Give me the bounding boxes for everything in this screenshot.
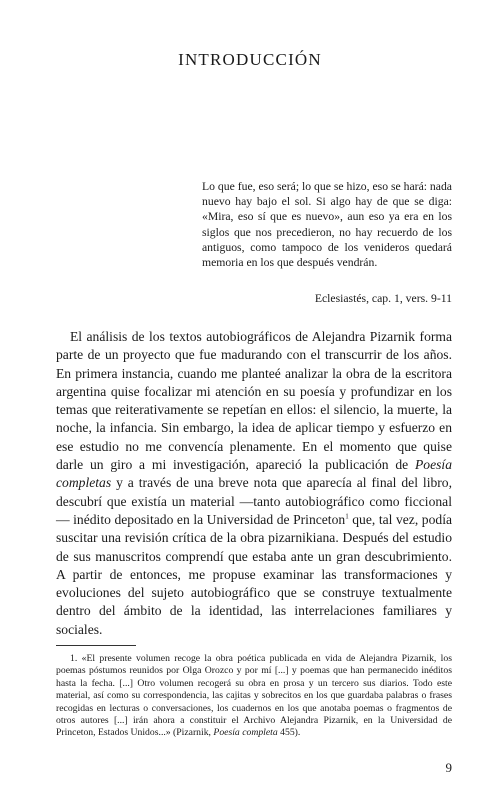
footnote-text: 455). xyxy=(277,727,301,739)
paragraph xyxy=(56,328,452,639)
footnote-rule xyxy=(56,645,136,646)
footnote-reference: 1 xyxy=(345,512,349,521)
chapter-title: INTRODUCCIÓN xyxy=(178,50,322,69)
body-paragraph xyxy=(56,328,452,639)
footnote-text: 1. «El presente volumen recoge la obra poética publicada en vida de Alejandra Pizarnik, los poemas póstumos reunidos por Olga Orozco y por mí [...] y poemas que han permanecido inéditos hasta la fecha. [...] Otro volumen recogerá su obra en prosa y un tercero sus diarios. Todo este material, así como su correspondencia, las cajitas y sobrecitos en los que guardaba palabras o frases recogidas en lecturas o conversaciones, los cuadernos en los que anotaba poemas o fragmentos de otros autores [...] irán ahora a constituir el Archivo Alejandra Pizarnik, en la Universidad de Princeton, Estados Unidos...» (Pizarnik, xyxy=(56,653,452,739)
footnote xyxy=(56,653,452,740)
epigraph-quote: Lo que fue, eso será; lo que se hizo, eso se hará: nada nuevo hay bajo el sol. Si algo hay de que se diga: «Mira, eso sí que es nuevo», aun eso ya era en los siglos que nos precedieron, no hay recuerdo de los antiguos, como tampoco de los venideros quedará memoria en los que después vendrán. xyxy=(202,180,452,270)
epigraph-source: Eclesiastés, cap. 1, vers. 9-11 xyxy=(314,292,452,305)
footnote-book-title: Poesía completa xyxy=(213,727,278,739)
page-number: 9 xyxy=(445,760,452,775)
text-segment: El análisis de los textos autobiográficos de Alejandra Pizarnik forma parte de un proyecto que fue madurando con el transcurrir de los años. En primera instancia, cuando me planteé analizar la obra de la escritora argentina quise focalizar mi atención en su poesía y profundizar en los temas que reiterativamente se repetían en ellos: el silencio, la muerte, la noche, la infancia. Sin embargo, la idea de aplicar tiempo y esfuerzo en ese estudio no me convencía plenamente. En el momento que quise darle un giro a mi investigación, apareció la publicación de xyxy=(56,329,452,473)
text-segment: que, tal vez, podía suscitar una revisión crítica de la obra pizarnikiana. Después del estudio de sus manuscritos comprendí que estaba ante un gran descubrimiento. A partir de entonces, me propuse examinar las transformaciones y evoluciones del sujeto autobiográfico que se construye textualmente dentro del ámbito de la identidad, las interrelaciones familiares y sociales. xyxy=(56,511,453,637)
text-segment: y a través de una breve nota que aparecía al final del libro, descubrí que existía un material —tanto autobiográfico como ficcional— inédito depositado en la Universidad de Princeton xyxy=(56,475,452,527)
book-title: Poesía completas xyxy=(56,457,452,491)
